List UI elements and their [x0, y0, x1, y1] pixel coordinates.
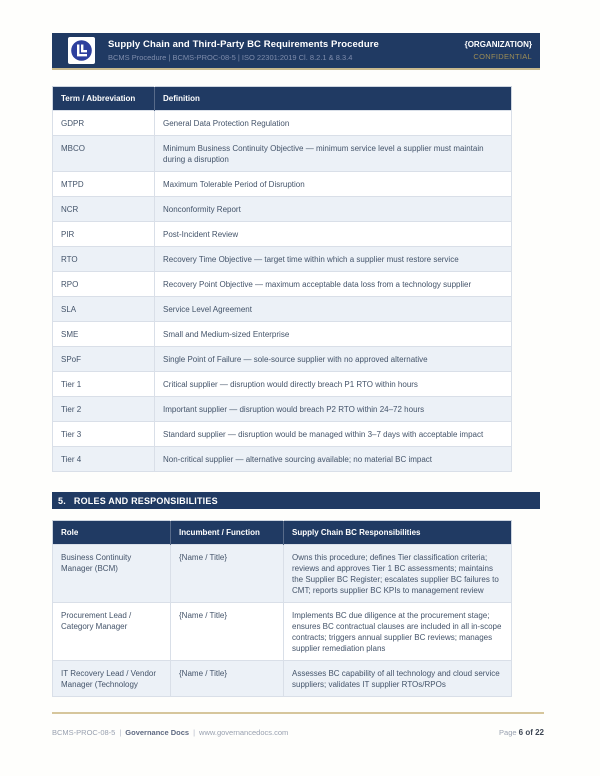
responsibilities-cell: Implements BC due diligence at the procurement stage; ensures BC contractual clauses are included in all in-scope contracts; triggers annual supplier BC reviews; manages supplier remediation plans: [284, 603, 512, 661]
confidentiality-label: CONFIDENTIAL: [473, 52, 532, 62]
term-cell: RPO: [53, 272, 155, 297]
definition-cell: Recovery Time Objective — target time within which a supplier must restore service: [155, 247, 512, 272]
document-title: Supply Chain and Third-Party BC Requirements Procedure: [108, 39, 379, 50]
table-row: [53, 247, 512, 272]
definition-cell: Recovery Point Objective — maximum acceptable data loss from a technology supplier: [155, 272, 512, 297]
column-header-definition: Definition: [155, 87, 512, 111]
table-row: [53, 136, 512, 172]
table-row: [53, 322, 512, 347]
footer-left: [52, 728, 288, 737]
definition-cell: Small and Medium-sized Enterprise: [155, 322, 512, 347]
term-cell: SLA: [53, 297, 155, 322]
page-label: Page: [499, 728, 517, 737]
section-title: ROLES AND RESPONSIBILITIES: [73, 495, 218, 506]
table-row: [53, 272, 512, 297]
column-header-incumbent: Incumbent / Function: [171, 521, 284, 545]
definition-cell: Critical supplier — disruption would directly breach P1 RTO within hours: [155, 372, 512, 397]
term-cell: MBCO: [53, 136, 155, 172]
footer: [52, 728, 544, 737]
table-row: [53, 372, 512, 397]
term-cell: SPoF: [53, 347, 155, 372]
section-number: 5.: [58, 495, 66, 506]
table-row: [53, 661, 512, 697]
incumbent-cell: {Name / Title}: [171, 603, 284, 661]
footer-separator: |: [193, 728, 196, 737]
table-row: [53, 347, 512, 372]
column-header-responsibilities: Supply Chain BC Responsibilities: [284, 521, 512, 545]
term-cell: Tier 1: [53, 372, 155, 397]
term-cell: GDPR: [53, 111, 155, 136]
table-row: [53, 111, 512, 136]
definition-cell: Standard supplier — disruption would be managed within 3–7 days with acceptable impact: [155, 422, 512, 447]
table-row: [53, 545, 512, 603]
column-header-term: Term / Abbreviation: [53, 87, 155, 111]
definition-cell: Single Point of Failure — sole-source supplier with no approved alternative: [155, 347, 512, 372]
term-cell: SME: [53, 322, 155, 347]
definition-cell: Post-Incident Review: [155, 222, 512, 247]
term-cell: Tier 2: [53, 397, 155, 422]
table-row: [53, 222, 512, 247]
footer-brand: Governance Docs: [125, 728, 190, 737]
company-logo-icon: [68, 37, 95, 64]
definition-cell: Non-critical supplier — alternative sourcing available; no material BC impact: [155, 447, 512, 472]
table-header-row: [53, 521, 512, 545]
definition-cell: Maximum Tolerable Period of Disruption: [155, 172, 512, 197]
definition-cell: Minimum Business Continuity Objective — minimum service level a supplier must maintain during a disruption: [155, 136, 512, 172]
organization-name: {ORGANIZATION}: [464, 39, 532, 49]
role-cell: IT Recovery Lead / Vendor Manager (Technology: [53, 661, 171, 697]
table-row: [53, 603, 512, 661]
header-bar: [52, 33, 540, 70]
definition-cell: Nonconformity Report: [155, 197, 512, 222]
term-cell: RTO: [53, 247, 155, 272]
table-row: [53, 422, 512, 447]
table-header-row: [53, 87, 512, 111]
table-row: [53, 297, 512, 322]
page-number: 6 of 22: [518, 728, 544, 737]
term-cell: Tier 4: [53, 447, 155, 472]
document-subtitle: BCMS Procedure | BCMS-PROC-08-5 | ISO 22301:2019 Cl. 8.2.1 & 8.3.4: [108, 53, 353, 62]
definitions-table: [52, 86, 512, 472]
column-header-role: Role: [53, 521, 171, 545]
footer-right: [499, 728, 544, 737]
definition-cell: General Data Protection Regulation: [155, 111, 512, 136]
responsibilities-cell: Assesses BC capability of all technology and cloud service suppliers; validates IT supplier RTOs/RPOs: [284, 661, 512, 697]
term-cell: Tier 3: [53, 422, 155, 447]
incumbent-cell: {Name / Title}: [171, 661, 284, 697]
footer-rule: [52, 712, 544, 714]
table-row: [53, 447, 512, 472]
role-cell: Business Continuity Manager (BCM): [53, 545, 171, 603]
table-row: [53, 172, 512, 197]
section-heading: [52, 492, 540, 509]
definition-cell: Important supplier — disruption would breach P2 RTO within 24–72 hours: [155, 397, 512, 422]
footer-website: www.governancedocs.com: [199, 728, 289, 737]
footer-separator: |: [119, 728, 122, 737]
term-cell: NCR: [53, 197, 155, 222]
table-row: [53, 397, 512, 422]
role-cell: Procurement Lead / Category Manager: [53, 603, 171, 661]
term-cell: MTPD: [53, 172, 155, 197]
incumbent-cell: {Name / Title}: [171, 545, 284, 603]
term-cell: PIR: [53, 222, 155, 247]
responsibilities-cell: Owns this procedure; defines Tier classification criteria; reviews and approves Tier 1 BC assessments; maintains the Supplier BC Register; escalates supplier BC failures to CMT; reports supplier BC KPIs to management review: [284, 545, 512, 603]
table-row: [53, 197, 512, 222]
definition-cell: Service Level Agreement: [155, 297, 512, 322]
roles-table: [52, 520, 514, 712]
footer-doc-id: BCMS-PROC-08-5: [52, 728, 116, 737]
